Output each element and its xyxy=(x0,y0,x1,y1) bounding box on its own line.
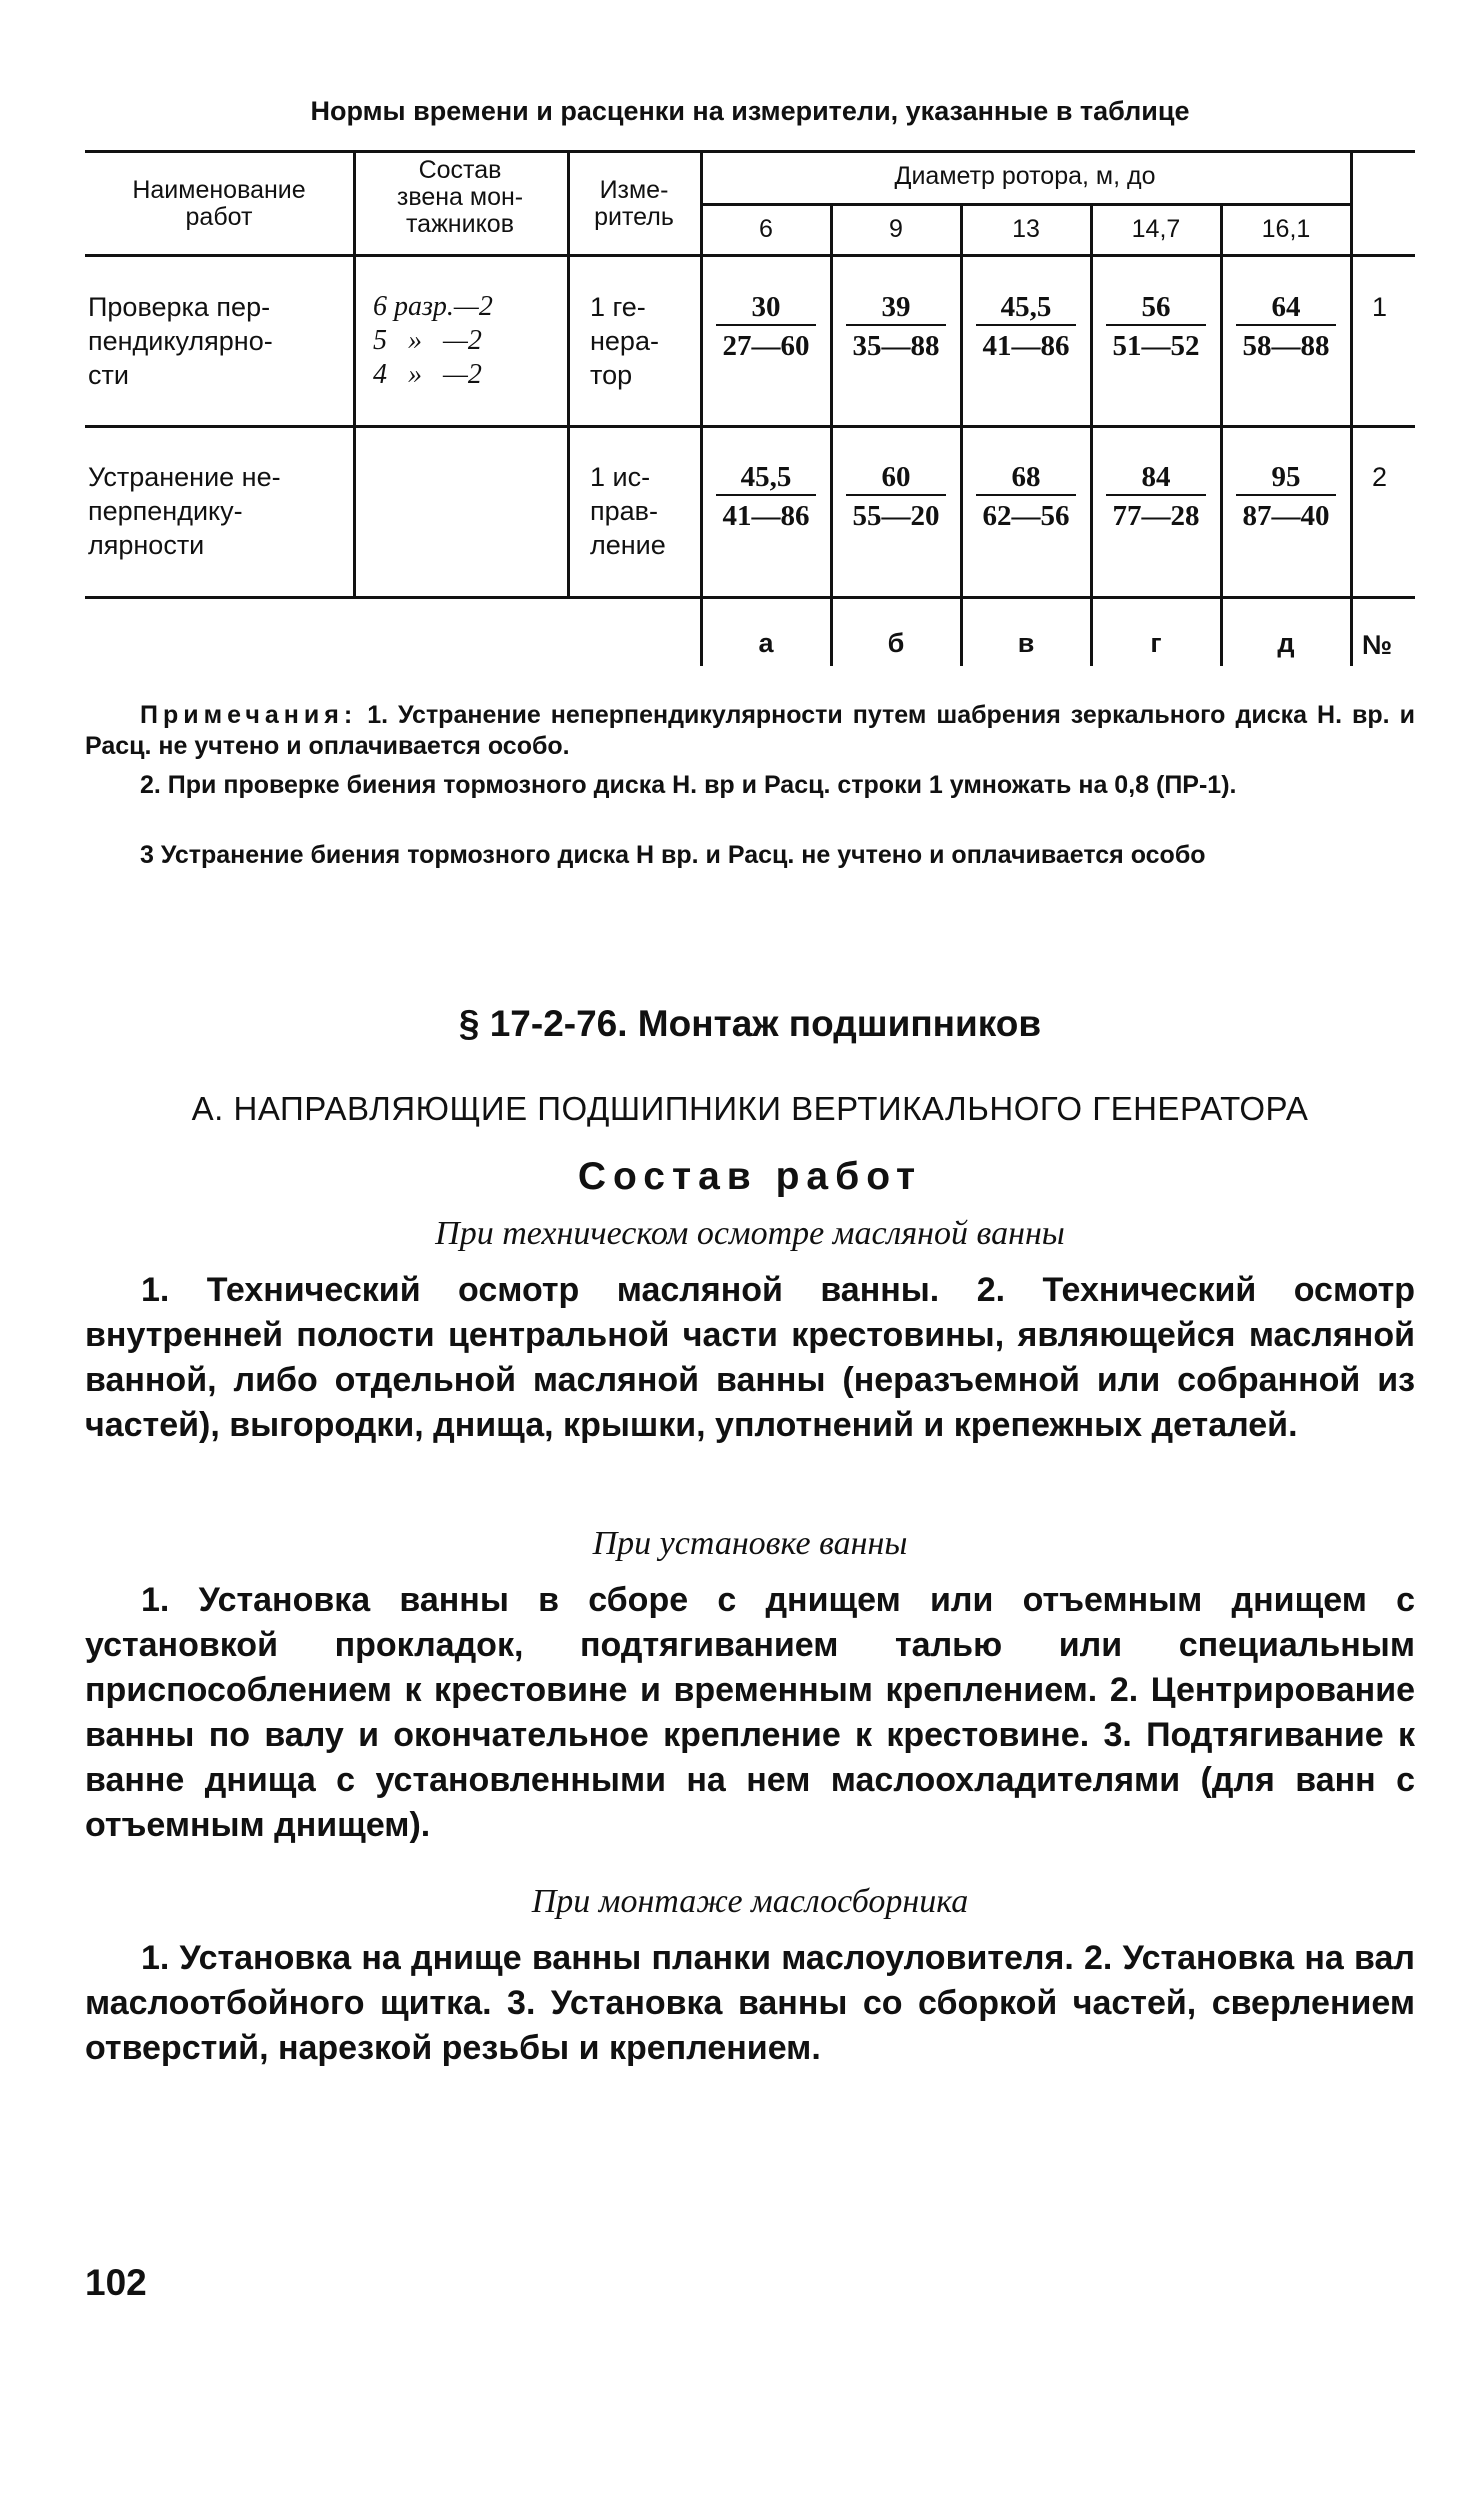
row-1-value-9: 39 35—88 xyxy=(833,290,959,366)
column-letter-a: а xyxy=(758,628,774,658)
table-caption: Нормы времени и расценки на измерители, указанные в таблице xyxy=(310,96,1190,126)
column-divider xyxy=(353,150,356,596)
composition-heading: Состав работ xyxy=(577,1155,923,1198)
column-divider xyxy=(1350,150,1353,666)
row-divider-rule xyxy=(85,425,1415,428)
header-bottom-rule xyxy=(85,254,1415,257)
column-divider xyxy=(567,150,570,596)
table-bottom-rule xyxy=(85,596,1415,599)
column-letter-g: г xyxy=(1150,628,1162,658)
page-number: 102 xyxy=(85,2262,147,2303)
note-2: 2. При проверке биения тормозного диска Н. вр и Расц. строки 1 умножать на 0,8 (ПР-1). xyxy=(140,771,1237,799)
row-1-value-14-7: 56 51—52 xyxy=(1093,290,1219,366)
row-1-number: 1 xyxy=(1372,292,1388,322)
subsection-title: А. НАПРАВЛЯЮЩИЕ ПОДШИПНИКИ ВЕРТИКАЛЬНОГО ГЕНЕРАТОРА xyxy=(191,1090,1309,1127)
table-top-rule xyxy=(85,150,1415,153)
block-3-heading: При монтаже маслосборника xyxy=(531,1883,969,1920)
block-2-text: 1. Установка ванны в сборе с днищем или отъемным днищем с установкой прокладок, подтягиванием талью или специальным приспособлением к крестовине и временным креплением. 2. Центрирование ванны по валу и окончательное крепление к крестовине. 3. Подтягивание к ванне днища с установленными на нем маслоохладителями (для ванн с отъемным днищем). xyxy=(85,1581,1415,1844)
row-2-unit: 1 ис- прав- ление xyxy=(590,462,666,560)
header-work-name: Наименование работ xyxy=(132,176,306,231)
diameter-header-rule xyxy=(700,203,1350,206)
row-1-crew: 6 разр.—2 5 » —2 4 » —2 xyxy=(373,291,493,390)
diameter-col-13: 13 xyxy=(1012,215,1040,243)
row-2-value-16-1: 95 87—40 xyxy=(1223,460,1349,536)
row-1-work-name: Проверка пер- пендикулярно- сти xyxy=(88,292,273,390)
diameter-col-16-1: 16,1 xyxy=(1261,215,1311,243)
block-1-text: 1. Технический осмотр масляной ванны. 2. Технический осмотр внутренней полости центральной части крестовины, являющейся масляной ванной, либо отдельной масляной ванны (неразъемной или собранной из частей), выгородки, днища, крышки, уплотнений и крепежных деталей. xyxy=(85,1271,1415,1444)
column-divider xyxy=(830,203,833,666)
row-1-value-16-1: 64 58—88 xyxy=(1223,290,1349,366)
note-3: 3 Устранение биения тормозного диска Н вр. и Расц. не учтено и оплачивается особо xyxy=(140,841,1206,869)
row-2-value-9: 60 55—20 xyxy=(833,460,959,536)
row-1-value-13: 45,5 41—86 xyxy=(963,290,1089,366)
section-title: § 17-2-76. Монтаж подшипников xyxy=(458,1003,1042,1044)
row-2-value-6: 45,5 41—86 xyxy=(703,460,829,536)
header-crew: Состав звена мон- тажников xyxy=(396,156,524,238)
row-1-unit: 1 ге- нера- тор xyxy=(590,292,659,390)
row-2-work-name: Устранение не- перпендику- лярности xyxy=(88,462,281,560)
row-2-value-14-7: 84 77—28 xyxy=(1093,460,1219,536)
diameter-col-9: 9 xyxy=(889,215,903,243)
header-diameter: Диаметр ротора, м, до xyxy=(894,162,1156,190)
column-divider xyxy=(960,203,963,666)
row-2-value-13: 68 62—56 xyxy=(963,460,1089,536)
column-divider xyxy=(1090,203,1093,666)
diameter-col-6: 6 xyxy=(759,215,773,243)
block-2-heading: При установке ванны xyxy=(592,1525,908,1562)
column-letter-b: б xyxy=(887,628,905,658)
block-3-text: 1. Установка на днище ванны планки маслоуловителя. 2. Установка на вал маслоотбойного щитка. 3. Установка ванны со сборкой частей, сверлением отверстий, нарезкой резьбы и креплением. xyxy=(85,1939,1415,2067)
note-1: Примечания: 1. Устранение неперпендикулярности путем шабрения зеркального диска Н. вр. и Расц. не учтено и оплачивается особо. xyxy=(85,701,1415,760)
column-letter-v: в xyxy=(1017,628,1035,658)
column-letter-d: д xyxy=(1277,628,1295,658)
row-1-value-6: 30 27—60 xyxy=(703,290,829,366)
row-2-number: 2 xyxy=(1372,462,1388,492)
column-divider xyxy=(1220,203,1223,666)
diameter-col-14-7: 14,7 xyxy=(1131,215,1181,243)
block-1-heading: При техническом осмотре масляной ванны xyxy=(435,1215,1065,1252)
header-unit: Изме- ритель xyxy=(594,176,674,231)
row-number-label: № xyxy=(1362,630,1393,660)
